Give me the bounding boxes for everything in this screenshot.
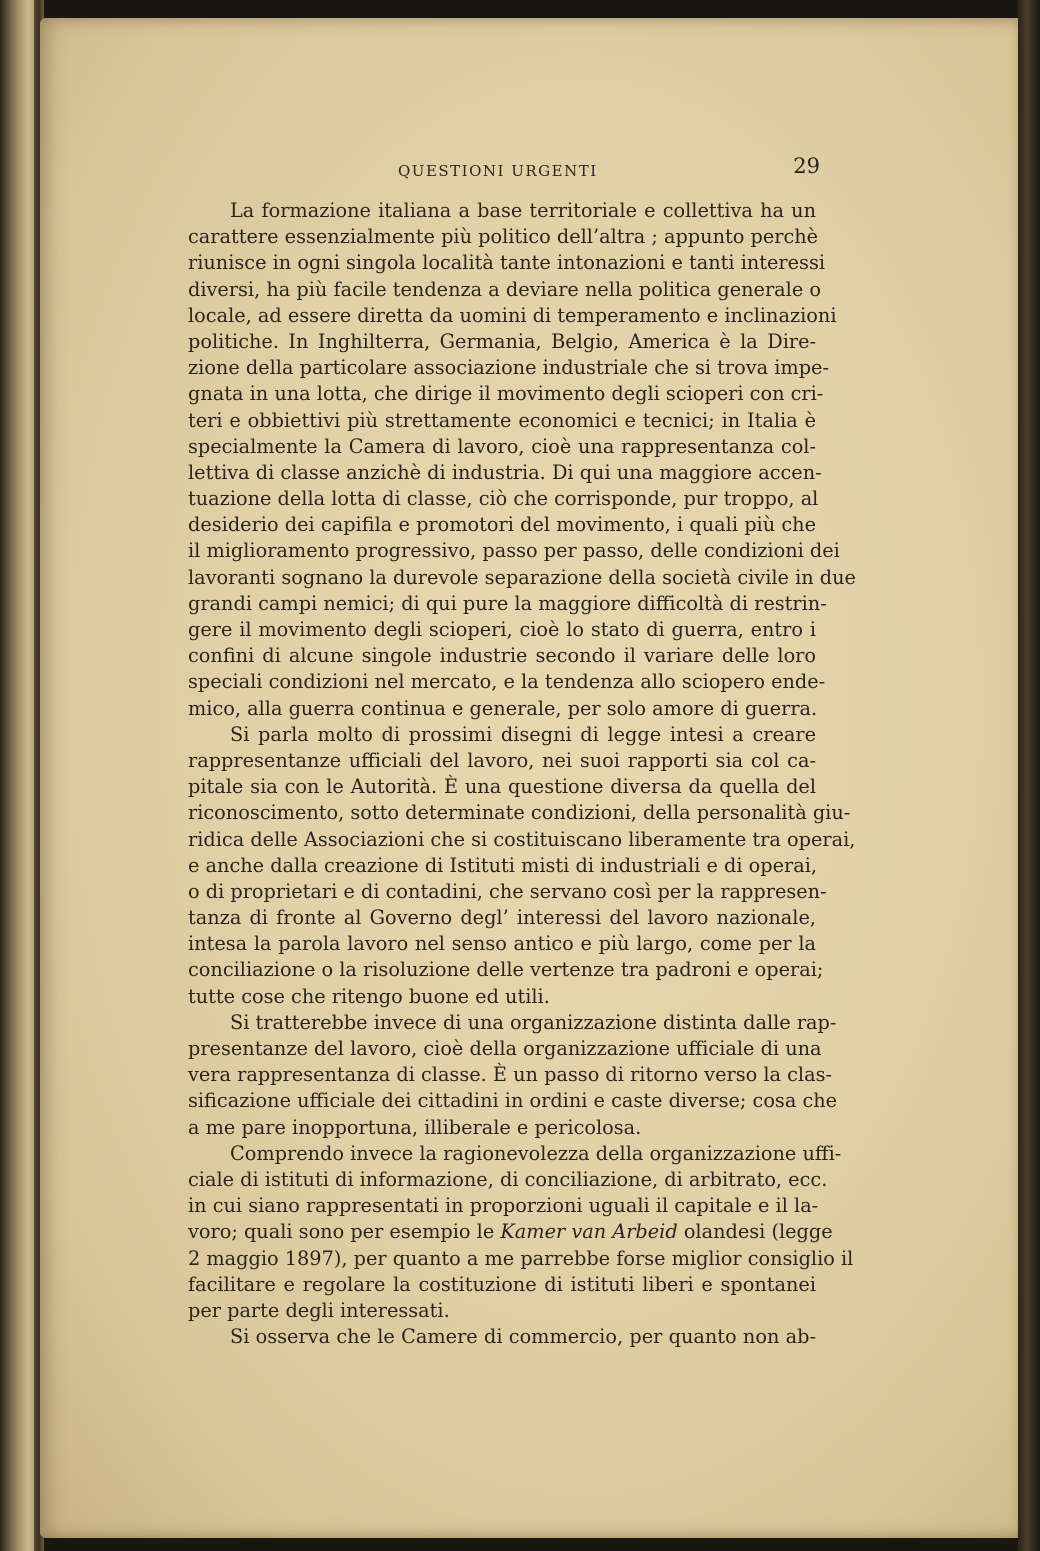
text-line: confini di alcune singole industrie secondo il variare delle loro	[188, 644, 816, 668]
text-line: riunisce in ogni singola località tante intonazioni e tanti interessi	[188, 251, 826, 275]
italic-term: Kamer van Arbeid	[500, 1220, 678, 1244]
text-line: a me pare inopportuna, illiberale e pericolosa.	[188, 1115, 642, 1139]
text-line: lavoranti sognano la durevole separazione della società civile in due	[188, 565, 856, 589]
text-line: Si tratterebbe invece di una organizzazione distinta dalle rap-	[230, 1010, 837, 1034]
text-line: La formazione italiana a base territoriale e collettiva ha un	[230, 199, 816, 222]
text-line: diversi, ha più facile tendenza a deviare nella politica generale o	[188, 277, 821, 301]
text-fragment: olandesi (legge	[683, 1220, 833, 1244]
text-line: pitale sia con le Autorità. È una questione diversa da quella del	[188, 775, 816, 799]
text-line: carattere essenzialmente più politico dell’altra ; appunto perchè	[188, 225, 819, 249]
page-edge-shadow	[1018, 0, 1040, 1551]
text-line: tutte cose che ritengo buone ed utili.	[188, 984, 550, 1008]
text-line: speciali condizioni nel mercato, e la tendenza allo sciopero ende-	[188, 670, 826, 694]
text-line: Si osserva che le Camere di commercio, per quanto non ab-	[230, 1325, 816, 1349]
text-line: gnata in una lotta, che dirige il movimento degli scioperi con cri-	[188, 382, 824, 406]
text-line: o di proprietari e di contadini, che servano così per la rappresen-	[188, 879, 827, 903]
page-number: 29	[793, 154, 820, 178]
body-text	[188, 198, 856, 1350]
text-line: grandi campi nemici; di qui pure la maggiore difficoltà di restrin-	[188, 591, 827, 615]
text-line: in cui siano rappresentati in proporzioni uguali il capitale e il la-	[188, 1194, 819, 1218]
text-line: intesa la parola lavoro nel senso antico e più largo, come per la	[188, 932, 816, 956]
text-line: Si parla molto di prossimi disegni di legge intesi a creare	[230, 722, 816, 746]
text-line: politiche. In Inghilterra, Germania, Belgio, America è la Dire-	[188, 329, 816, 353]
text-line-with-italic	[188, 1219, 833, 1245]
text-line: lettiva di classe anzichè di industria. Di qui una maggiore accen-	[188, 460, 822, 484]
text-line: Comprendo invece la ragionevolezza della organizzazione uffi-	[230, 1141, 842, 1165]
text-fragment: voro; quali sono per esempio le	[188, 1220, 495, 1244]
text-line: specialmente la Camera di lavoro, cioè una rappresentanza col-	[188, 434, 816, 458]
text-line: vera rappresentanza di classe. È un passo di ritorno verso la clas-	[188, 1063, 832, 1087]
text-line: 2 maggio 1897), per quanto a me parrebbe forse miglior consiglio il	[188, 1246, 854, 1270]
text-line: ridica delle Associazioni che si costituiscano liberamente tra operai,	[188, 827, 856, 851]
text-line: sificazione ufficiale dei cittadini in ordini e caste diverse; cosa che	[188, 1089, 838, 1113]
text-line: per parte degli interessati.	[188, 1298, 450, 1322]
text-line: zione della particolare associazione industriale che si trova impe-	[188, 356, 829, 380]
text-line: ciale di istituti di informazione, di conciliazione, di arbitrato, ecc.	[188, 1167, 828, 1191]
text-line: facilitare e regolare la costituzione di istituti liberi e spontanei	[188, 1272, 816, 1296]
text-line: conciliazione o la risoluzione delle vertenze tra padroni e operai;	[188, 958, 824, 982]
text-line: presentanze del lavoro, cioè della organizzazione ufficiale di una	[188, 1037, 822, 1060]
text-line: tanza di fronte al Governo degl’ interessi del lavoro nazionale,	[188, 906, 816, 930]
text-line: locale, ad essere diretta da uomini di temperamento e inclinazioni	[188, 303, 837, 327]
page-header	[360, 152, 820, 192]
text-line: rappresentanze ufficiali del lavoro, nei suoi rapporti sia col ca-	[188, 748, 816, 772]
text-line: mico, alla guerra continua e generale, per solo amore di guerra.	[188, 696, 818, 720]
text-line: il miglioramento progressivo, passo per passo, delle condizioni dei	[188, 539, 840, 563]
text-line: gere il movimento degli scioperi, cioè lo stato di guerra, entro i	[188, 618, 816, 641]
running-title: QUESTIONI URGENTI	[398, 162, 598, 180]
text-line: tuazione della lotta di classe, ciò che corrisponde, pur troppo, al	[188, 487, 819, 511]
text-line: desiderio dei capifila e promotori del movimento, i quali più che	[188, 513, 816, 537]
text-line: riconoscimento, sotto determinate condizioni, della personalità giu-	[188, 801, 851, 825]
text-line: teri e obbiettivi più strettamente economici e tecnici; in Italia è	[188, 408, 816, 432]
text-line: e anche dalla creazione di Istituti misti di industriali e di operai,	[188, 853, 817, 877]
